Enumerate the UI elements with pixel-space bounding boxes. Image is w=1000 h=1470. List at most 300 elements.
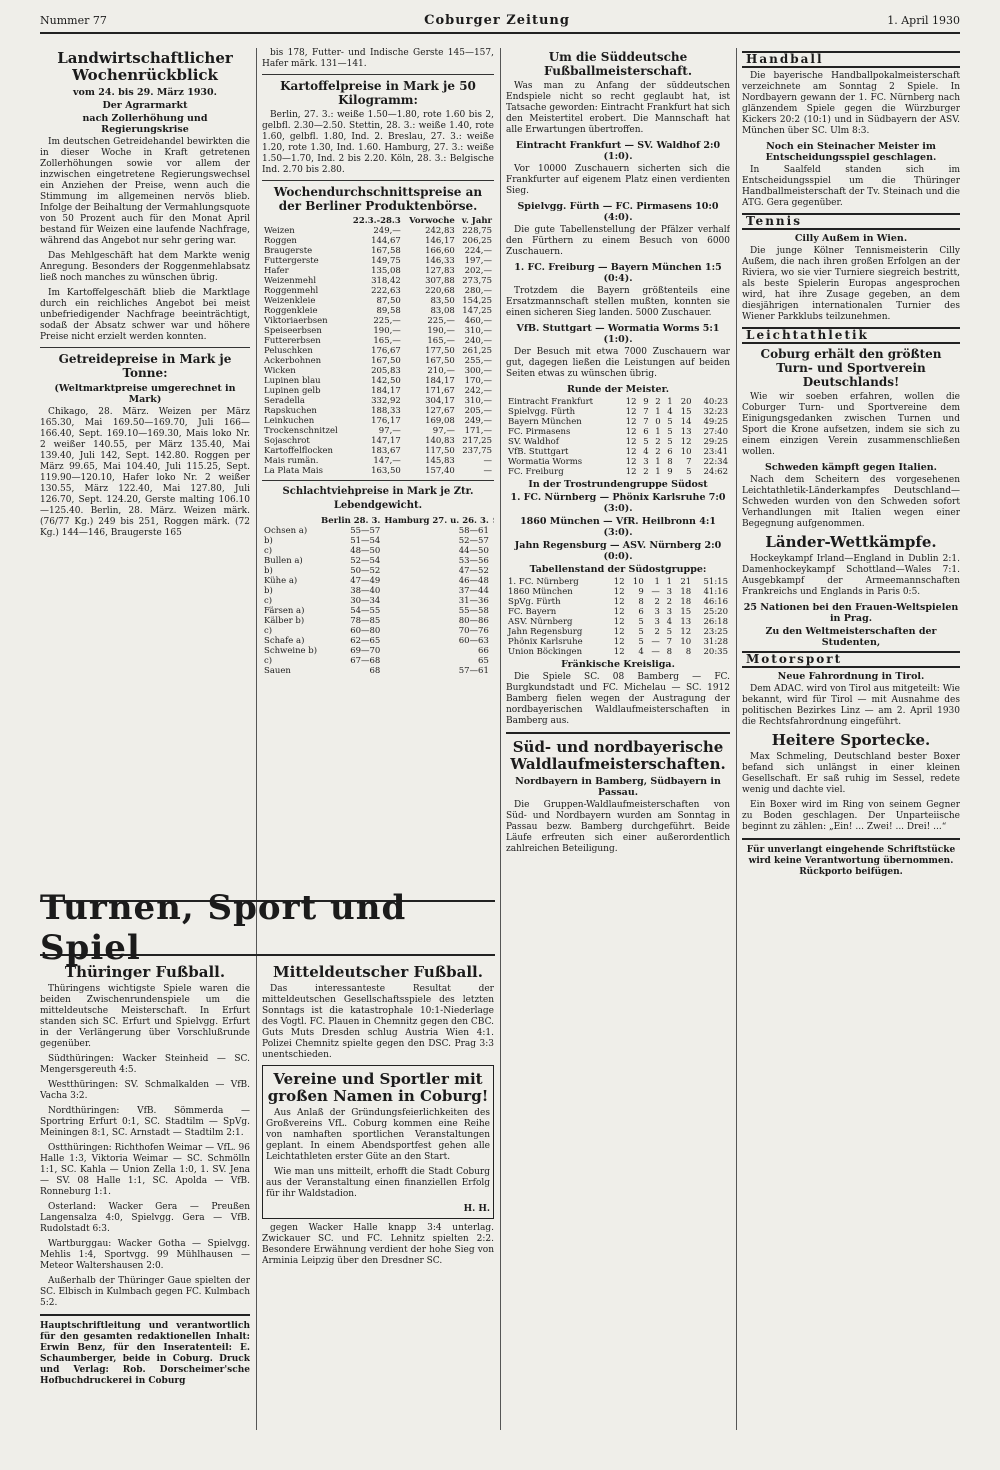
paragraph: Osterland: Wacker Gera — Preußen Langensalza 4:0, Spielvgg. Gera — VfB. Rudolstadt 6:3. bbox=[40, 1202, 250, 1234]
table-cell: 10 bbox=[680, 637, 692, 647]
table-cell: Phönix Karlsruhe bbox=[508, 637, 583, 647]
table-cell: 310,— bbox=[464, 396, 492, 406]
standings-table-southeast bbox=[506, 577, 730, 657]
paragraph: Wartburggau: Wacker Gotha — Spielvgg. Mehlis 1:4, Sportvgg. 99 Mühlhausen — Meteor Waltershausen 2:0. bbox=[40, 1239, 250, 1271]
table-cell: 32:23 bbox=[703, 407, 728, 417]
article-subtitle: Der Agrarmarkt bbox=[102, 100, 188, 111]
table-cell: 10 bbox=[632, 577, 644, 587]
table-cell: 12 bbox=[613, 587, 625, 597]
table-cell: 171,67 bbox=[425, 386, 455, 396]
table-cell: Färsen a) bbox=[264, 606, 305, 616]
table-row bbox=[506, 467, 730, 477]
table-row bbox=[506, 617, 730, 627]
table-cell: 12 bbox=[625, 397, 637, 407]
table-cell: 177,50 bbox=[425, 346, 455, 356]
table-cell: 5 bbox=[643, 437, 649, 447]
table-cell: 13 bbox=[680, 617, 692, 627]
table-cell: 65 bbox=[478, 656, 489, 666]
table-row bbox=[506, 397, 730, 407]
paragraph: Wie man uns mitteilt, erhofft die Stadt Coburg aus der Veranstaltung einen finanziellen Erfolg für ihr Waldstadion. bbox=[266, 1167, 490, 1199]
table-cell: Hafer bbox=[264, 266, 289, 276]
table-cell: 14 bbox=[680, 417, 692, 427]
table-cell: 52—54 bbox=[350, 556, 381, 566]
table-cell: FC. Pirmasens bbox=[508, 427, 571, 437]
table-cell: 48—50 bbox=[350, 546, 381, 556]
table-cell: 190,— bbox=[427, 326, 455, 336]
table-cell: 3 bbox=[666, 607, 673, 617]
table-cell: 157,40 bbox=[425, 466, 455, 476]
table-cell: 140,83 bbox=[425, 436, 455, 446]
table-header-cell: v. Jahr bbox=[461, 216, 492, 226]
table-cell: 5 bbox=[686, 467, 692, 477]
table-cell: Schafe a) bbox=[264, 636, 305, 646]
table-cell: 68 bbox=[369, 666, 381, 676]
table-cell: 188,33 bbox=[371, 406, 401, 416]
column-central-german-football bbox=[262, 962, 494, 1432]
table-cell: 12 bbox=[613, 637, 625, 647]
table-cell bbox=[491, 566, 494, 576]
table-cell: Weizen bbox=[264, 226, 295, 236]
table-row bbox=[262, 326, 494, 336]
table-cell: 460,— bbox=[464, 316, 492, 326]
table-cell bbox=[491, 606, 494, 616]
table-cell: 3 bbox=[666, 587, 673, 597]
table-cell: 57—61 bbox=[458, 666, 489, 676]
issue-date: 1. April 1930 bbox=[887, 13, 960, 27]
table-row bbox=[262, 526, 494, 536]
table-cell: Weizenmehl bbox=[264, 276, 317, 286]
table-cell: 12 bbox=[625, 437, 637, 447]
section-subtitle: Zu den Weltmeisterschaften der Studenten, bbox=[765, 626, 937, 648]
table-cell: b) bbox=[264, 586, 273, 596]
paragraph: Im Kartoffelgeschäft blieb die Marktlage durch ein reichliches Angebot bei meist unbefriedigender Nachfrage beeinträchtigt, sodaß der Absatz schwer war und höhere Preise nicht erzielt werden konnten. bbox=[40, 288, 250, 342]
table-cell: 8 bbox=[638, 597, 644, 607]
issue-number: Nummer 77 bbox=[40, 13, 107, 27]
table-row bbox=[506, 417, 730, 427]
paragraph: Trotzdem die Bayern größtenteils eine Ersatzmannschaft stellen mußten, konnten sie einen sicheren Sieg landen. 5000 Zuschauer. bbox=[506, 286, 730, 318]
table-row bbox=[506, 577, 730, 587]
table-row bbox=[262, 226, 494, 236]
match-result: 1860 München — VfR. Heilbronn 4:1 (3:0). bbox=[520, 516, 716, 538]
table-cell: 55—57 bbox=[350, 526, 381, 536]
table-cell bbox=[491, 546, 494, 556]
table-cell: 1 bbox=[655, 427, 661, 437]
paragraph: Außerhalb der Thüringer Gaue spielten der SC. Elbisch in Kulmbach gegen FC. Kulmbach 5:2. bbox=[40, 1276, 250, 1308]
paragraph: Die Gruppen-Waldlaufmeisterschaften von Süd- und Nordbayern wurden am Sonntag in Passau bezw. Bamberg durchgeführt. Beide Läufe erfreuten sich einer außerordentlich zahlreichen Beteiligung. bbox=[506, 800, 730, 854]
table-cell: 167,50 bbox=[371, 356, 401, 366]
table-cell: 12 bbox=[625, 467, 637, 477]
article-title: Süd- und nordbayerische Waldlaufmeisterschaften. bbox=[510, 738, 726, 773]
table-cell: 1 bbox=[655, 407, 661, 417]
table-cell: Weizenkleie bbox=[264, 296, 316, 306]
table-cell: 12 bbox=[613, 617, 625, 627]
table-cell: 147,25 bbox=[462, 306, 492, 316]
table-cell: 20 bbox=[680, 397, 692, 407]
paragraph: Die Spiele SC. 08 Bamberg — FC. Burgkundstadt und FC. Michelau — SC. 1912 Bamberg fielen wegen der Austragung der nordbayerischen Waldlaufmeisterschaften in Bamberg aus. bbox=[506, 672, 730, 726]
match-result: 1. FC. Freiburg — Bayern München 1:5 (0:4). bbox=[514, 262, 722, 284]
table-cell: 55—58 bbox=[458, 606, 489, 616]
section-subtitle: 25 Nationen bei den Frauen-Weltspielen in Prag. bbox=[743, 602, 959, 624]
table-cell bbox=[491, 626, 494, 636]
table-cell: Mais rumän. bbox=[264, 456, 319, 466]
table-cell: 2 bbox=[655, 437, 661, 447]
article-title: Vereine und Sportler mit großen Namen in Coburg! bbox=[267, 1070, 489, 1105]
section-handball: Handball bbox=[742, 51, 960, 68]
table-cell: 127,83 bbox=[425, 266, 455, 276]
table-cell: 307,88 bbox=[425, 276, 455, 286]
table-cell: Kühe a) bbox=[264, 576, 298, 586]
table-cell: Lupinen gelb bbox=[264, 386, 321, 396]
table-row bbox=[262, 606, 494, 616]
section-subtitle: Noch ein Steinacher Meister im Entscheidungsspiel geschlagen. bbox=[765, 141, 937, 163]
table-cell: 1 bbox=[655, 457, 661, 467]
table-cell: Eintracht Frankfurt bbox=[508, 397, 594, 407]
table-cell: 220,68 bbox=[425, 286, 455, 296]
table-row bbox=[506, 447, 730, 457]
column-football bbox=[506, 48, 730, 1438]
paragraph: bis 178, Futter- und Indische Gerste 145—157, Hafer märk. 131—141. bbox=[262, 48, 494, 69]
table-cell bbox=[491, 596, 494, 606]
table-header-row bbox=[262, 216, 494, 226]
table-cell: Bayern München bbox=[508, 417, 582, 427]
table-cell: 210,— bbox=[427, 366, 455, 376]
table-cell: 249,— bbox=[373, 226, 401, 236]
table-cell: b) bbox=[264, 566, 273, 576]
table-row bbox=[262, 596, 494, 606]
paragraph: Das Mehlgeschäft hat dem Markte wenig Anregung. Besonders der Roggenmehlabsatz ließ noch manches zu wünschen übrig. bbox=[40, 251, 250, 283]
column-rule bbox=[736, 48, 737, 1430]
table-cell: 12 bbox=[625, 427, 637, 437]
match-result: Jahn Regensburg — ASV. Nürnberg 2:0 (0:0). bbox=[514, 540, 722, 562]
column-rule bbox=[500, 48, 501, 1430]
table-row bbox=[262, 536, 494, 546]
paragraph: Chikago, 28. März. Weizen per März 165.30, Mai 169.50—169.70, Juli 166—166.40, Sept. 169.10—169.30, Mais loko Nr. 2 weißer 140.55, per März 135.40, Mai 139.40, Juli 142, Sept. 142.80. Roggen per März 99.65, Mai 104.40, Juli 115.25, Sept. 119.90—120.10, Hafer loko Nr. 2 weißer 130.55, März 122.40, Mai 127.80, Juli 126.70, Sept. 124.20, Gerste malting 106.10—125.40. Berlin, 28. März. Weizen märk. (76/77 Kg.) 249 bis 251, Roggen märk. (72 Kg.) 144—146, Braugerste 165 bbox=[40, 407, 250, 538]
table-cell: 15 bbox=[680, 407, 692, 417]
table-cell: 15 bbox=[680, 607, 692, 617]
table-cell: 10 bbox=[680, 447, 692, 457]
table-cell: 47—52 bbox=[458, 566, 489, 576]
table-cell: 62—65 bbox=[350, 636, 381, 646]
table-cell: 300,— bbox=[464, 366, 492, 376]
table-cell bbox=[491, 616, 494, 626]
table-cell: 60—80 bbox=[350, 626, 381, 636]
featured-box bbox=[262, 1065, 494, 1219]
table-cell: 8 bbox=[666, 647, 673, 657]
table-header-cell: 22.3.-28.3 bbox=[352, 216, 401, 226]
table-cell: 97,— bbox=[432, 426, 455, 436]
table-cell: 60—63 bbox=[458, 636, 489, 646]
table-cell: Sojaschrot bbox=[264, 436, 310, 446]
table-cell: 249,— bbox=[464, 416, 492, 426]
table-cell: 169,08 bbox=[425, 416, 455, 426]
table-cell: 154,25 bbox=[462, 296, 492, 306]
table-cell: FC. Freiburg bbox=[508, 467, 564, 477]
table-cell: 228,75 bbox=[462, 226, 492, 236]
section-subtitle: Nordbayern in Bamberg, Südbayern in Passau. bbox=[515, 776, 721, 798]
paragraph: Ostthüringen: Richthofen Weimar — VfL. 96 Halle 1:3, Viktoria Weimar — SC. Schmölln 1:1, SC. Kahla — Union Zella 1:0, 1. SV. Jena — SV. 08 Halle 1:1, SC. Apolda — VfB. Ronneburg 1:1. bbox=[40, 1143, 250, 1197]
table-cell: c) bbox=[264, 656, 273, 666]
article-title: Heitere Sportecke. bbox=[771, 731, 931, 749]
table-cell: 332,92 bbox=[371, 396, 401, 406]
table-cell: 51—54 bbox=[350, 536, 381, 546]
table-cell: 18 bbox=[680, 597, 692, 607]
table-cell: Trockenschnitzel bbox=[264, 426, 338, 436]
table-cell: 9 bbox=[643, 397, 649, 407]
table-row bbox=[506, 637, 730, 647]
table-cell bbox=[491, 556, 494, 566]
table-cell: 83,50 bbox=[430, 296, 455, 306]
table-cell: 163,50 bbox=[371, 466, 401, 476]
table-header-cell bbox=[262, 516, 319, 526]
section-title: Schlachtviehpreise in Mark je Ztr. Lebendgewicht. bbox=[282, 486, 474, 511]
table-cell bbox=[491, 536, 494, 546]
table-cell: 8 bbox=[667, 457, 673, 467]
table-cell: 7 bbox=[666, 637, 673, 647]
standings-table bbox=[506, 397, 730, 477]
table-cell: 8 bbox=[685, 647, 692, 657]
table-cell: 1860 München bbox=[508, 587, 573, 597]
table-cell: 4 bbox=[638, 647, 644, 657]
table-cell: 21 bbox=[680, 577, 692, 587]
table-cell: 318,42 bbox=[371, 276, 401, 286]
table-cell: Futtergerste bbox=[264, 256, 319, 266]
article-title: Länder-Wettkämpfe. bbox=[765, 533, 937, 551]
table-cell: 222,63 bbox=[371, 286, 401, 296]
paragraph: Vor 10000 Zuschauern sicherten sich die Frankfurter auf eigenem Platz einen verdienten Sieg. bbox=[506, 164, 730, 196]
table-row bbox=[262, 426, 494, 436]
table-cell: 205,— bbox=[464, 406, 492, 416]
table-cell: Bullen a) bbox=[264, 556, 303, 566]
table-cell: 310,— bbox=[464, 326, 492, 336]
table-cell: 52—57 bbox=[458, 536, 489, 546]
table-cell: 147,17 bbox=[371, 436, 401, 446]
table-row bbox=[262, 346, 494, 356]
paragraph: Was man zu Anfang der süddeutschen Endspiele nicht so recht geglaubt hat, ist Tatsache geworden: Eintracht Frankfurt hat sich den Meistertitel erobert. Die Mannschaft hat alle Erwartungen übertroffen. bbox=[506, 81, 730, 135]
table-cell: 7 bbox=[643, 417, 649, 427]
table-row bbox=[262, 466, 494, 476]
table-cell: 205,83 bbox=[371, 366, 401, 376]
table-cell: 1 bbox=[654, 577, 660, 587]
paragraph: Dem ADAC. wird von Tirol aus mitgeteilt: Wie bekannt, wird für Tirol — mit Ausnahme des politischen Bezirkes Linz — am 2. April 1930 die Rechtsfahrordnung eingeführt. bbox=[742, 684, 960, 727]
table-cell: — bbox=[483, 466, 492, 476]
table-cell bbox=[491, 656, 494, 666]
table-cell: 127,67 bbox=[425, 406, 455, 416]
table-cell: — bbox=[483, 456, 492, 466]
table-row bbox=[262, 416, 494, 426]
table-cell bbox=[491, 576, 494, 586]
table-cell: 12 bbox=[680, 437, 692, 447]
table-cell: 206,25 bbox=[462, 236, 492, 246]
table-cell: 2 bbox=[643, 467, 649, 477]
table-row bbox=[262, 296, 494, 306]
table-cell: — bbox=[651, 637, 660, 647]
table-cell: 255,— bbox=[464, 356, 492, 366]
table-cell bbox=[491, 646, 494, 656]
paragraph: Der Besuch mit etwa 7000 Zuschauern war gut, dagegen ließen die Leistungen auf beiden Seiten etwas zu wünschen übrig. bbox=[506, 347, 730, 379]
paragraph: Südthüringen: Wacker Steinheid — SC. Mengersgereuth 4:5. bbox=[40, 1054, 250, 1075]
table-cell: 31:28 bbox=[703, 637, 728, 647]
table-cell: 166,60 bbox=[425, 246, 455, 256]
table-cell: 1 bbox=[655, 467, 661, 477]
table-cell: 12 bbox=[613, 647, 625, 657]
table-cell: 89,58 bbox=[376, 306, 401, 316]
table-cell bbox=[491, 636, 494, 646]
table-cell: VfB. Stuttgart bbox=[508, 447, 569, 457]
table-row bbox=[262, 316, 494, 326]
table-cell: 242,— bbox=[464, 386, 492, 396]
paragraph: Berlin, 27. 3.: weiße 1.50—1.80, rote 1.60 bis 2, gelbfl. 2.30—2.50. Stettin, 28. 3.: weiße 1.40, rote 1.60, gelbfl. 1.80, Ind. 2. Breslau, 27. 3.: weiße 1.20, rote 1.30, Ind. 1.60. Hamburg, 27. 3.: weiße 1.50—1.70, Ind. 2 bis 2.20. Köln, 28. 3.: Belgische Ind. 2.70 bis 2.80. bbox=[262, 110, 494, 175]
table-row bbox=[262, 646, 494, 656]
table-cell: — bbox=[651, 587, 660, 597]
paragraph: Nordthüringen: VfB. Sömmerda — Sportring Erfurt 0:1, SC. Stadtilm — SpVg. Meiningen 8:1, SC. Arnstadt — Stadtilm 2:1. bbox=[40, 1106, 250, 1138]
article-title: Landwirtschaftlicher Wochenrückblick bbox=[57, 49, 233, 84]
table-cell: Wicken bbox=[264, 366, 296, 376]
table-cell: 146,33 bbox=[425, 256, 455, 266]
table-cell: 6 bbox=[643, 427, 649, 437]
table-row bbox=[506, 427, 730, 437]
table-cell: 66 bbox=[478, 646, 489, 656]
table-cell: 6 bbox=[638, 607, 644, 617]
section-tennis: Tennis bbox=[742, 213, 960, 230]
table-cell bbox=[491, 586, 494, 596]
section-subtitle: In der Trostrundengruppe Südost bbox=[528, 479, 708, 490]
table-cell: Braugerste bbox=[264, 246, 313, 256]
table-cell: 30—34 bbox=[350, 596, 381, 606]
section-motorsport: Motorsport bbox=[742, 651, 960, 668]
table-cell: 7 bbox=[643, 407, 649, 417]
table-cell: 12 bbox=[613, 577, 625, 587]
table-row bbox=[262, 626, 494, 636]
table-row bbox=[262, 616, 494, 626]
table-cell: 190,— bbox=[373, 326, 401, 336]
table-cell: 240,— bbox=[464, 336, 492, 346]
table-row bbox=[262, 436, 494, 446]
newspaper-title: Coburger Zeitung bbox=[424, 12, 570, 28]
table-row bbox=[506, 627, 730, 637]
table-cell: 13 bbox=[680, 427, 692, 437]
table-row bbox=[262, 576, 494, 586]
table-cell: Union Böckingen bbox=[508, 647, 583, 657]
table-cell: 4 bbox=[667, 407, 673, 417]
table-cell: 3 bbox=[654, 617, 660, 627]
article-title: Coburg erhält den größten Turn- und Sportverein Deutschlands! bbox=[760, 347, 942, 389]
table-cell: 37—44 bbox=[458, 586, 489, 596]
table-cell: 4 bbox=[666, 617, 673, 627]
cattle-price-table bbox=[262, 516, 494, 676]
paragraph: In Saalfeld standen sich im Entscheidungsspiel um die Thüringer Handballmeisterschaft der Tv. Steinach und die ATG. Gera gegenüber. bbox=[742, 165, 960, 208]
table-cell: 146,17 bbox=[425, 236, 455, 246]
table-cell: 5 bbox=[638, 617, 644, 627]
paragraph: Die junge Kölner Tennismeisterin Cilly Außem, die nach ihren großen Erfolgen an der Riviera, wo sie vier Turniere siegreich bestritt, als beste Spielerin Europas angesprochen wird, hat ihre Zusage gegeben, an dem diesjährigen internationalen Turnier des Wiener Parkklubs teilzunehmen. bbox=[742, 246, 960, 322]
table-cell: 5 bbox=[638, 637, 644, 647]
table-cell: 12 bbox=[613, 597, 625, 607]
table-cell: 12 bbox=[625, 457, 637, 467]
table-cell: 5 bbox=[638, 627, 644, 637]
disclaimer: Für unverlangt eingehende Schriftstücke wird keine Verantwortung übernommen. Rückporto beifügen. bbox=[746, 845, 956, 877]
table-cell: 9 bbox=[638, 587, 644, 597]
paragraph: Ein Boxer wird im Ring von seinem Gegner zu Boden geschlagen. Der Unparteiische beginnt zu zählen: „Ein! ... Zwei! ... Drei! ...“ bbox=[742, 800, 960, 832]
table-cell: 304,17 bbox=[425, 396, 455, 406]
table-cell: 12 bbox=[625, 447, 637, 457]
table-cell: 176,17 bbox=[371, 416, 401, 426]
paragraph: Die bayerische Handballpokalmeisterschaft verzeichnete am Sonntag 2 Spiele. In Nordbayern gewann der 1. FC. Nürnberg nach glänzendem Spiele gegen die Würzburger Kickers 20:2 (10:1) und in Südbayern der ASV. München über SC. Ulm 8:3. bbox=[742, 71, 960, 136]
paragraph: Das interessanteste Resultat der mitteldeutschen Gesellschaftsspiele des letzten Sonntags ist die katastrophale 10:1-Niederlage des Vogtl. FC. Plauen in Chemnitz gegen den CBC. Guts Muts Dresden schlug Austria Wien 4:1. Polizei Chemnitz spielte gegen den DSC. Prag 3:3 unentschieden. bbox=[262, 984, 494, 1060]
author-sign: H. H. bbox=[463, 1204, 490, 1214]
table-cell: 145,83 bbox=[425, 456, 455, 466]
table-cell: 44—50 bbox=[458, 546, 489, 556]
section-subtitle: Fränkische Kreisliga. bbox=[561, 659, 675, 670]
table-cell: Schweine b) bbox=[264, 646, 318, 656]
table-row bbox=[262, 366, 494, 376]
table-cell: Futtererbsen bbox=[264, 336, 321, 346]
table-cell: 83,08 bbox=[430, 306, 455, 316]
table-row bbox=[262, 276, 494, 286]
table-cell: 78—85 bbox=[350, 616, 381, 626]
table-cell: Leinkuchen bbox=[264, 416, 315, 426]
table-row bbox=[262, 306, 494, 316]
table-cell: 50—52 bbox=[350, 566, 381, 576]
table-cell: 261,25 bbox=[462, 346, 492, 356]
table-cell: Spielvgg. Fürth bbox=[508, 407, 576, 417]
table-cell: 5 bbox=[667, 417, 673, 427]
table-cell: 144,67 bbox=[371, 236, 401, 246]
table-cell: Ochsen a) bbox=[264, 526, 308, 536]
table-row bbox=[262, 356, 494, 366]
table-cell: Jahn Regensburg bbox=[508, 627, 583, 637]
paragraph: Nach dem Scheitern des vorgesehenen Leichtathletik-Länderkampfes Deutschland—Schweden wurden von den Schweden sofort Verhandlungen mit Italien wegen einer Begegnung aufgenommen. bbox=[742, 475, 960, 529]
column-thuringia-football bbox=[40, 962, 250, 1432]
table-cell: 1. FC. Nürnberg bbox=[508, 577, 579, 587]
table-cell: Kartoffelflocken bbox=[264, 446, 334, 456]
table-cell: Lupinen blau bbox=[264, 376, 321, 386]
table-cell: 117,50 bbox=[425, 446, 455, 456]
table-row bbox=[262, 396, 494, 406]
match-result: Spielvgg. Fürth — FC. Pirmasens 10:0 (4:0). bbox=[517, 201, 719, 223]
table-cell: 22:34 bbox=[703, 457, 728, 467]
table-row bbox=[262, 376, 494, 386]
column-prices bbox=[262, 48, 494, 898]
table-cell: 147,— bbox=[373, 456, 401, 466]
table-cell: Seradella bbox=[264, 396, 305, 406]
table-cell: 165,— bbox=[427, 336, 455, 346]
table-row bbox=[506, 407, 730, 417]
table-cell: 46:16 bbox=[703, 597, 728, 607]
table-cell: 54—55 bbox=[350, 606, 381, 616]
column-rule bbox=[256, 48, 257, 1430]
table-cell: 26:18 bbox=[703, 617, 728, 627]
table-row bbox=[262, 566, 494, 576]
table-cell: Wormatia Worms bbox=[508, 457, 583, 467]
table-cell: 0 bbox=[655, 417, 661, 427]
table-cell: ASV. Nürnberg bbox=[508, 617, 573, 627]
table-cell: 67—68 bbox=[350, 656, 381, 666]
table-title: Tabellenstand der Südostgruppe: bbox=[529, 564, 707, 575]
table-cell: 9 bbox=[667, 467, 673, 477]
table-cell: Rapskuchen bbox=[264, 406, 317, 416]
section-subtitle: Cilly Außem in Wien. bbox=[794, 233, 908, 244]
table-cell: 41:16 bbox=[703, 587, 728, 597]
table-row bbox=[262, 666, 494, 676]
table-cell: 25:20 bbox=[703, 607, 728, 617]
table-cell: 5 bbox=[667, 427, 673, 437]
table-row bbox=[262, 556, 494, 566]
table-cell: — bbox=[651, 647, 660, 657]
paragraph: Die gute Tabellenstellung der Pfälzer verhalf den Fürthern zu einem Besuch von 6000 Zuschauern. bbox=[506, 225, 730, 257]
table-row bbox=[262, 586, 494, 596]
table-row bbox=[262, 386, 494, 396]
table-cell: 4 bbox=[643, 447, 649, 457]
table-cell: 224,— bbox=[464, 246, 492, 256]
